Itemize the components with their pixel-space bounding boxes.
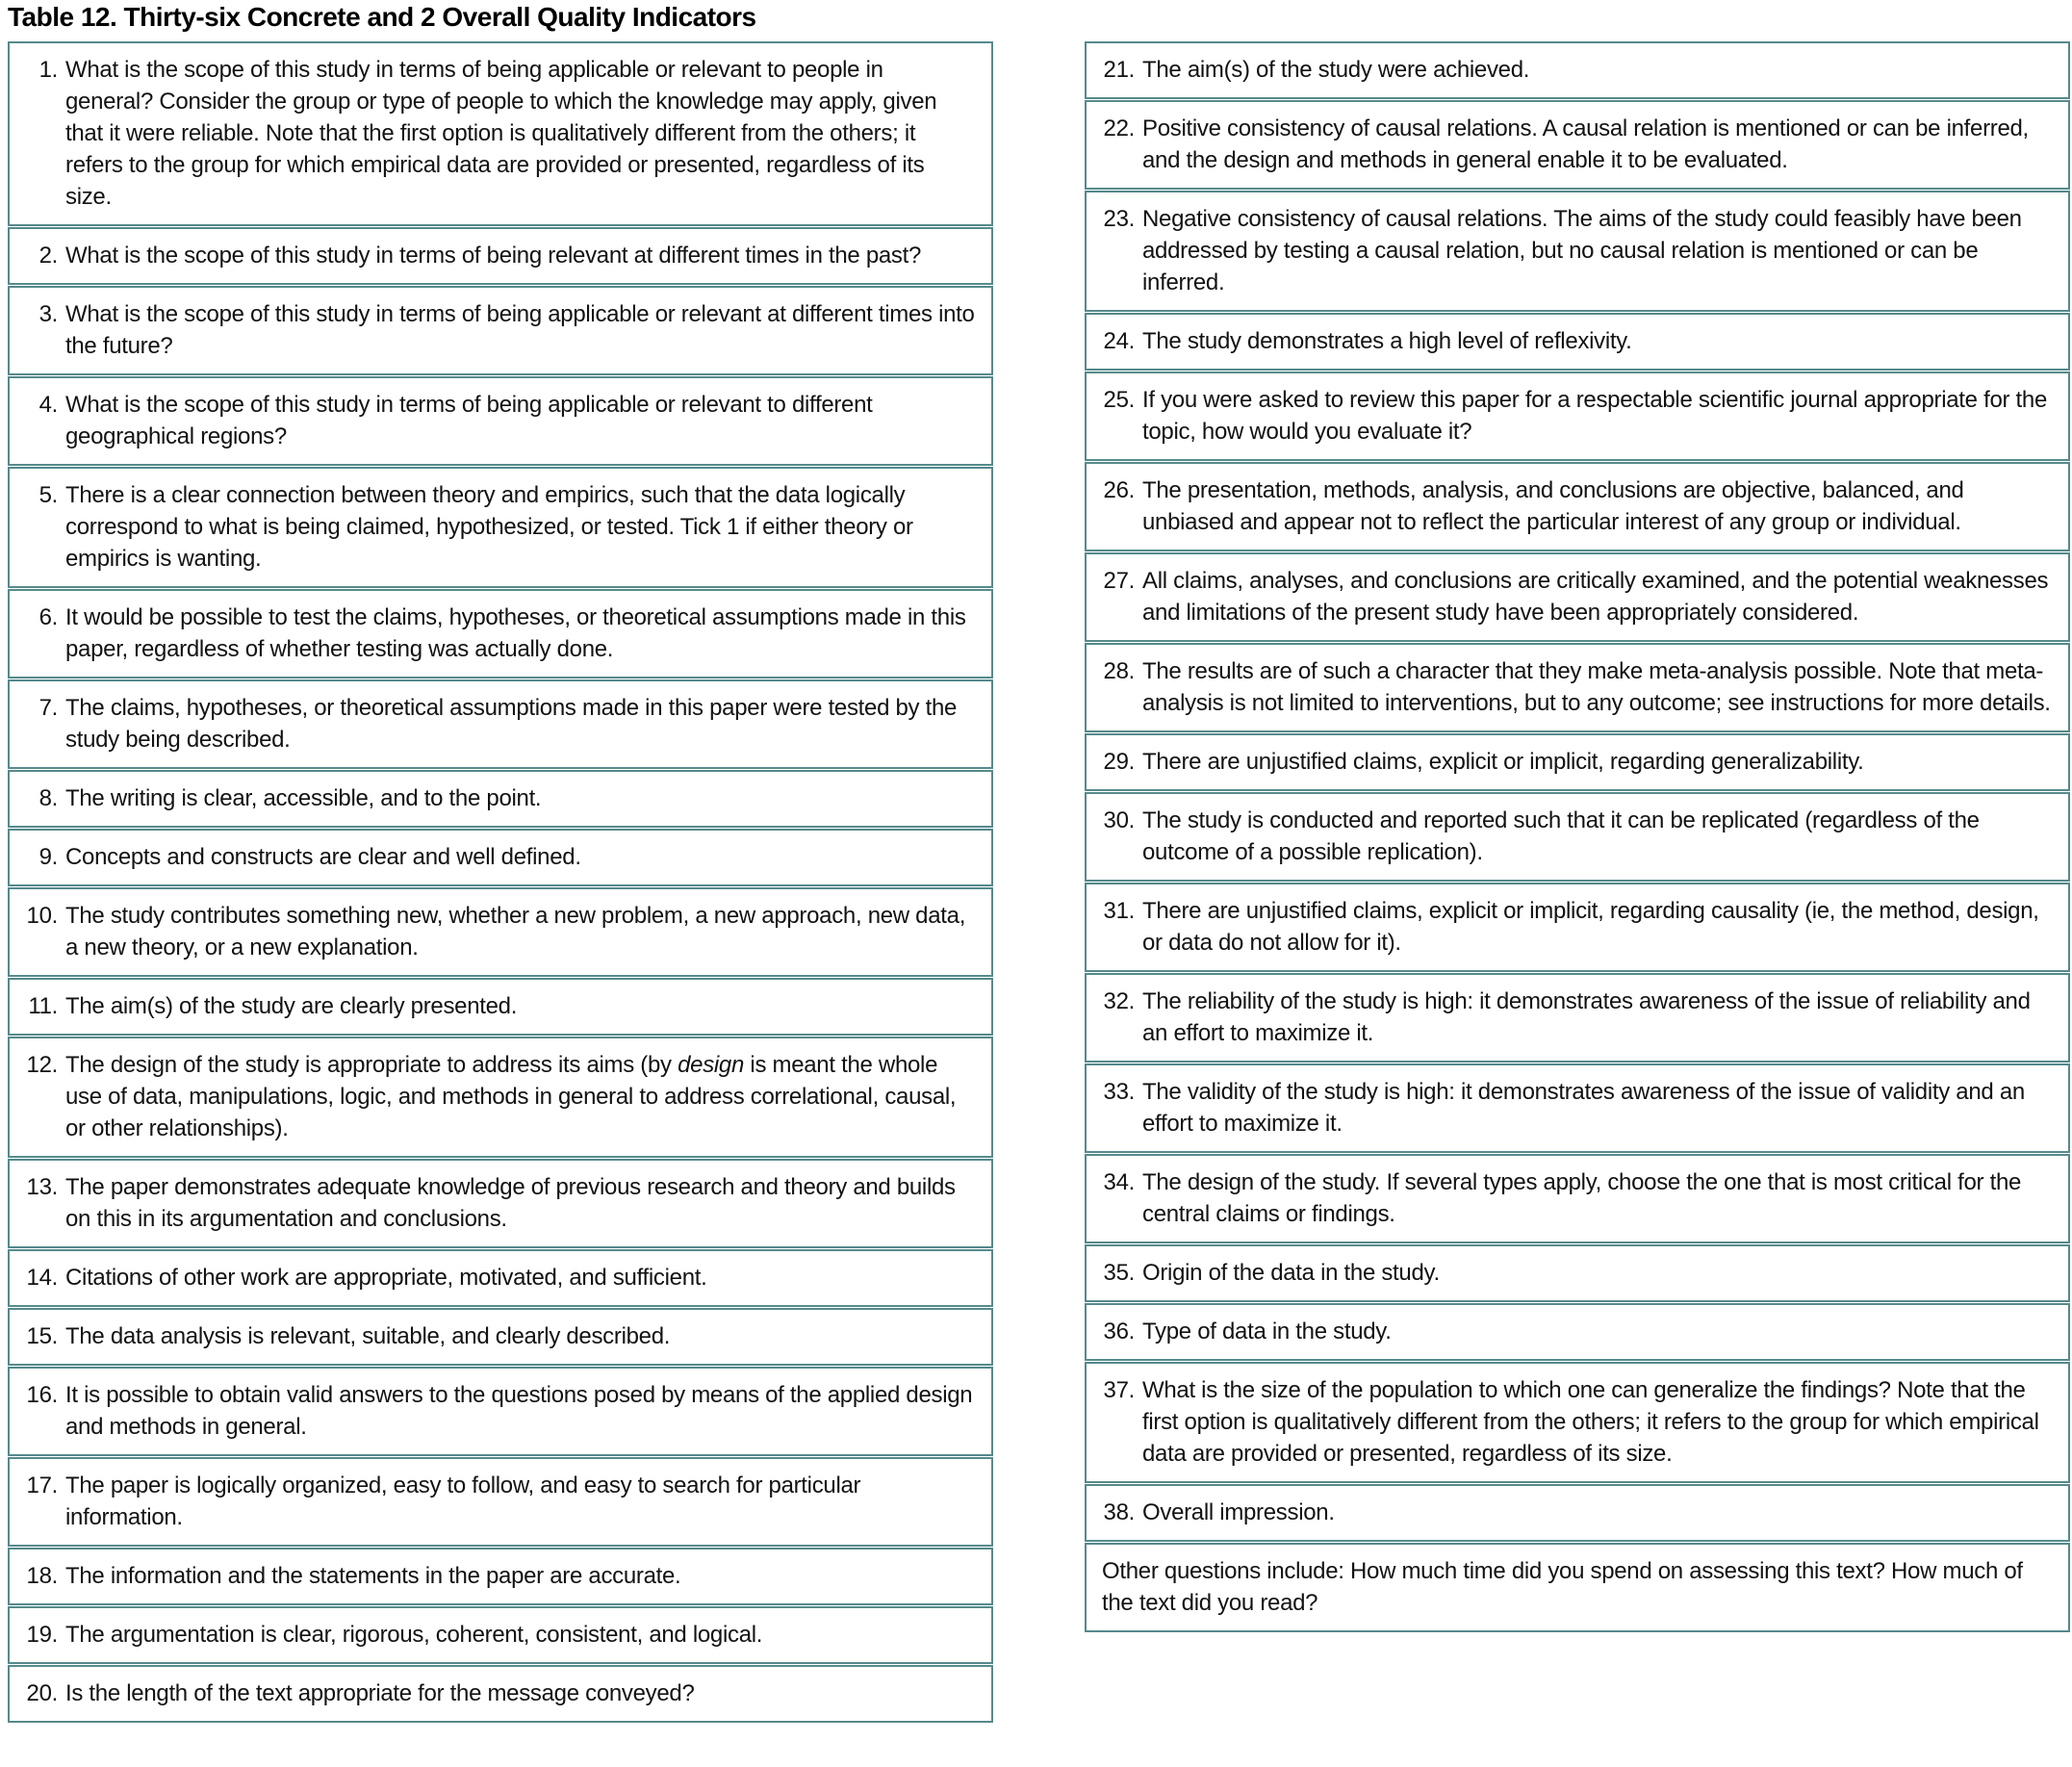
item-number: 33. [1103, 1079, 1135, 1105]
item-number: 24. [1103, 328, 1135, 354]
quality-indicator-row [1085, 313, 2070, 371]
quality-indicator-row [8, 679, 993, 769]
quality-indicator-row [8, 286, 993, 375]
item-text: The argumentation is clear, rigorous, coherent, consistent, and logical. [65, 1622, 763, 1648]
item-text: Origin of the data in the study. [1142, 1260, 1440, 1286]
item-number: 25. [1103, 387, 1135, 413]
item-number: 4. [38, 392, 58, 418]
quality-indicator-row [8, 770, 993, 828]
item-number: 31. [1103, 898, 1135, 924]
item-text: It would be possible to test the claims, hypotheses, or theoretical assumptions made in this paper, regardless of whether testing was actually done. [65, 604, 966, 662]
item-text: Is the length of the text appropriate for the message conveyed? [65, 1680, 695, 1706]
item-text: Citations of other work are appropriate, motivated, and sufficient. [65, 1265, 707, 1291]
quality-indicator-row [8, 227, 993, 285]
item-number: 8. [38, 785, 58, 811]
item-text: Positive consistency of causal relations. A causal relation is mentioned or can be inferred, and the design and methods in general enable it to be evaluated. [1142, 115, 2029, 173]
item-number: 28. [1103, 658, 1135, 684]
quality-indicator-row [1085, 1484, 2070, 1542]
italic-term: design [678, 1052, 745, 1078]
item-text: The results are of such a character that they make meta-analysis possible. Note that meta-analysis is not limited to interventions, but to any outcome; see instructions for more details. [1142, 658, 2051, 716]
item-number: 36. [1103, 1319, 1135, 1344]
item-number: 11. [28, 993, 58, 1019]
item-text: The presentation, methods, analysis, and conclusions are objective, balanced, and unbiased and appear not to reflect the particular interest of any group or individual. [1142, 477, 1964, 535]
item-number: 38. [1103, 1499, 1135, 1525]
quality-indicator-row [8, 1606, 993, 1664]
quality-indicator-row [8, 829, 993, 886]
item-text: The validity of the study is high: it demonstrates awareness of the issue of validity and an effort to maximize it. [1142, 1079, 2025, 1137]
item-text: There are unjustified claims, explicit or implicit, regarding causality (ie, the method, design, or data do not allow for it). [1142, 898, 2039, 956]
quality-indicator-row [1085, 100, 2070, 190]
quality-indicator-row [1085, 643, 2070, 732]
item-text: If you were asked to review this paper for a respectable scientific journal appropriate for the topic, how would you evaluate it? [1142, 387, 2048, 445]
item-text: The aim(s) of the study were achieved. [1142, 57, 1530, 83]
quality-indicator-row [1085, 462, 2070, 551]
item-number: 1. [38, 57, 58, 83]
quality-indicator-row [1085, 1244, 2070, 1302]
item-text: What is the scope of this study in terms of being applicable or relevant to people in general? Consider the group or type of people to which the knowledge may apply, given that it were reliable. Note that the first option is qualitatively different from the others; it refers to the group for which empirical data are provided or presented, regardless of its size. [65, 57, 937, 210]
quality-indicator-row [8, 978, 993, 1036]
quality-indicator-row [1085, 733, 2070, 791]
item-number: 37. [1103, 1377, 1135, 1403]
quality-indicator-row [1085, 552, 2070, 642]
item-text: The study contributes something new, whether a new problem, a new approach, new data, a new theory, or a new explanation. [65, 903, 966, 960]
item-number: 10. [26, 903, 58, 929]
item-number: 13. [26, 1174, 58, 1200]
quality-indicator-row [8, 1367, 993, 1456]
table-columns [8, 41, 2072, 1723]
item-number: 17. [26, 1472, 58, 1498]
quality-indicator-row [8, 1159, 993, 1248]
quality-indicator-row [1085, 1063, 2070, 1153]
item-text: What is the scope of this study in terms of being applicable or relevant to different geographical regions? [65, 392, 873, 449]
item-number: 34. [1103, 1169, 1135, 1195]
item-text: Overall impression. [1142, 1499, 1335, 1525]
item-number: 18. [26, 1563, 58, 1589]
item-number: 32. [1103, 988, 1135, 1014]
quality-indicator-row [8, 376, 993, 466]
item-number: 21. [1103, 57, 1135, 83]
item-text: It is possible to obtain valid answers to the questions posed by means of the applied design and methods in general. [65, 1382, 973, 1440]
quality-indicator-row [8, 1457, 993, 1547]
quality-indicator-row [8, 1249, 993, 1307]
note-text: Other questions include: How much time did you spend on assessing this text? How much of the text did you read? [1102, 1558, 2023, 1616]
item-text: The design of the study. If several types apply, choose the one that is most critical for the central claims or findings. [1142, 1169, 2022, 1227]
quality-indicator-row [8, 1665, 993, 1723]
item-number: 15. [26, 1323, 58, 1349]
item-text: The paper demonstrates adequate knowledge of previous research and theory and builds on this in its argumentation and conclusions. [65, 1174, 956, 1232]
item-number: 9. [38, 844, 58, 870]
item-text: All claims, analyses, and conclusions are critically examined, and the potential weaknesses and limitations of the present study have been appropriately considered. [1142, 568, 2049, 626]
item-number: 3. [38, 301, 58, 327]
quality-indicator-row [1085, 1154, 2070, 1243]
item-text: What is the scope of this study in terms of being applicable or relevant at different times into the future? [65, 301, 975, 359]
item-text: Concepts and constructs are clear and well defined. [65, 844, 581, 870]
quality-indicator-row [8, 1308, 993, 1366]
left-table [8, 41, 993, 1723]
item-number: 2. [38, 243, 58, 269]
quality-indicator-row [1085, 41, 2070, 99]
right-table [1085, 41, 2070, 1632]
item-number: 22. [1103, 115, 1135, 141]
quality-indicator-row [8, 1548, 993, 1605]
item-number: 16. [26, 1382, 58, 1408]
quality-indicator-row [8, 1037, 993, 1158]
quality-indicator-row [8, 467, 993, 588]
quality-indicator-row [1085, 883, 2070, 972]
item-number: 14. [26, 1265, 58, 1291]
item-number: 20. [26, 1680, 58, 1706]
quality-indicator-row [1085, 1303, 2070, 1361]
table-title: Table 12. Thirty-six Concrete and 2 Overall Quality Indicators [8, 2, 756, 32]
item-text: The paper is logically organized, easy to follow, and easy to search for particular information. [65, 1472, 861, 1530]
item-number: 35. [1103, 1260, 1135, 1286]
item-text: The data analysis is relevant, suitable, and clearly described. [65, 1323, 671, 1349]
quality-indicator-row [8, 41, 993, 226]
item-number: 6. [38, 604, 58, 630]
item-number: 12. [26, 1052, 58, 1078]
item-text: The claims, hypotheses, or theoretical assumptions made in this paper were tested by the study being described. [65, 695, 958, 753]
item-number: 5. [38, 482, 58, 508]
item-number: 19. [26, 1622, 58, 1648]
item-number: 27. [1103, 568, 1135, 594]
item-text: What is the scope of this study in terms of being relevant at different times in the past? [65, 243, 922, 269]
item-text: The study demonstrates a high level of reflexivity. [1142, 328, 1632, 354]
item-text: The study is conducted and reported such that it can be replicated (regardless of the outcome of a possible replication). [1142, 807, 1980, 865]
item-text: What is the size of the population to which one can generalize the findings? Note that the first option is qualitatively different from the others; it refers to the group for which empirical data are provided or presented, regardless of its size. [1142, 1377, 2039, 1467]
quality-indicator-row [1085, 792, 2070, 882]
quality-indicator-row [1085, 191, 2070, 312]
item-number: 23. [1103, 206, 1135, 232]
item-text: There are unjustified claims, explicit or implicit, regarding generalizability. [1142, 749, 1864, 775]
item-text: The aim(s) of the study are clearly presented. [65, 993, 518, 1019]
item-text: The design of the study is appropriate to address its aims (by design is meant the whole use of data, manipulations, logic, and methods in general to address correlational, causal, or other relationships). [65, 1052, 957, 1141]
item-text: The reliability of the study is high: it demonstrates awareness of the issue of reliability and an effort to maximize it. [1142, 988, 2031, 1046]
quality-indicator-row [1085, 371, 2070, 461]
item-number: 26. [1103, 477, 1135, 503]
item-number: 30. [1103, 807, 1135, 833]
item-text: The writing is clear, accessible, and to the point. [65, 785, 542, 811]
item-number: 7. [38, 695, 58, 721]
item-text: Type of data in the study. [1142, 1319, 1392, 1344]
quality-indicator-row [8, 589, 993, 679]
quality-indicator-row [1085, 973, 2070, 1063]
quality-indicator-row [8, 887, 993, 977]
item-text: The information and the statements in the paper are accurate. [65, 1563, 681, 1589]
item-number: 29. [1103, 749, 1135, 775]
item-text: There is a clear connection between theory and empirics, such that the data logically correspond to what is being claimed, hypothesized, or tested. Tick 1 if either theory or empirics is wanting. [65, 482, 913, 572]
item-text: Negative consistency of causal relations. The aims of the study could feasibly have been addressed by testing a causal relation, but no causal relation is mentioned or can be inferred. [1142, 206, 2022, 295]
quality-indicator-row [1085, 1362, 2070, 1483]
other-questions-row [1085, 1543, 2070, 1632]
